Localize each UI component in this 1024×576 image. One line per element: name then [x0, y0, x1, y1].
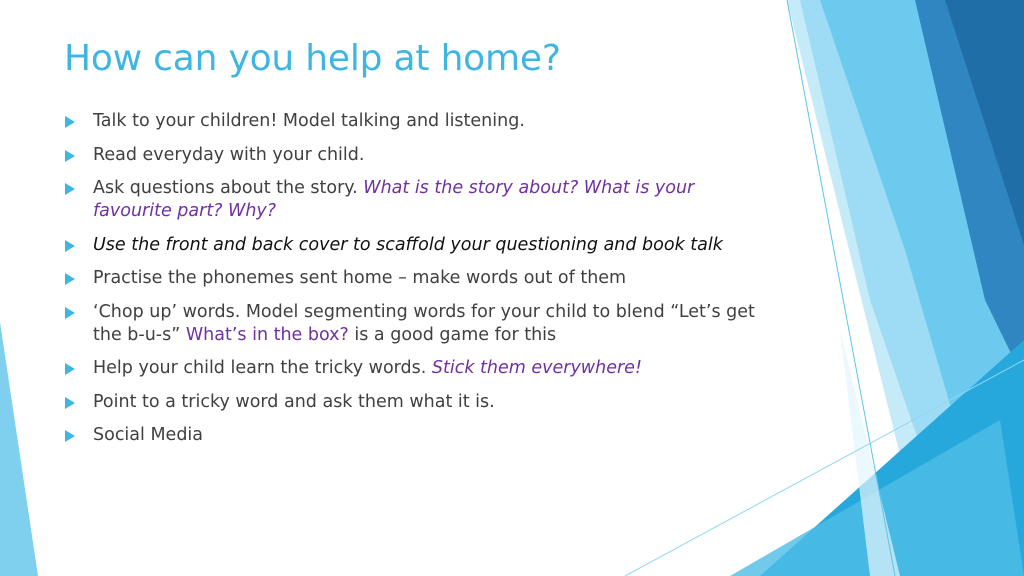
bullet-arrow-icon [65, 240, 75, 252]
bullet-arrow-icon [65, 430, 75, 442]
bullet-arrow-icon [65, 397, 75, 409]
left-edge-shape [0, 322, 38, 576]
bullet-text: Practise the phonemes sent home – make words out of them [93, 268, 627, 288]
bullet-arrow-icon [65, 116, 75, 128]
list-item [64, 110, 774, 133]
bullet-text: Ask questions about the story. [93, 178, 364, 198]
bullet-arrow-icon [65, 183, 75, 195]
bullet-arrow-icon [65, 307, 75, 319]
list-item [64, 177, 774, 223]
bullet-arrow-icon [65, 363, 75, 375]
bullet-italic-text: Use the front and back cover to scaffold your questioning and book talk [93, 234, 723, 255]
bullet-text: Read everyday with your child. [93, 144, 365, 165]
list-item [64, 267, 774, 290]
page-title: How can you help at home? [64, 38, 561, 79]
bullet-text: ‘Chop up’ words. Model segmenting words for your child to blend “Let’s get the b-u-s” [93, 301, 755, 345]
bullet-text: Talk to your children! Model talking and listening. [93, 111, 525, 131]
bullet-highlight: Stick them everywhere! [431, 358, 642, 378]
list-item [64, 391, 774, 414]
bullet-list [64, 110, 774, 458]
bullet-text: Point to a tricky word and ask them what it is. [93, 391, 495, 412]
bullet-text-after: is a good game for this [348, 324, 557, 345]
bullet-text: Help your child learn the tricky words. [93, 358, 432, 378]
bullet-text: Social Media [93, 425, 204, 445]
list-item [64, 357, 774, 380]
list-item [64, 301, 774, 347]
list-item [64, 234, 774, 257]
bullet-arrow-icon [65, 273, 75, 285]
list-item [64, 144, 774, 167]
bullet-highlight: What’s in the box? [185, 324, 349, 345]
bullet-highlight: What is the story about? What is your favourite part? Why? [93, 178, 695, 221]
bullet-arrow-icon [65, 150, 75, 162]
list-item [64, 424, 774, 447]
